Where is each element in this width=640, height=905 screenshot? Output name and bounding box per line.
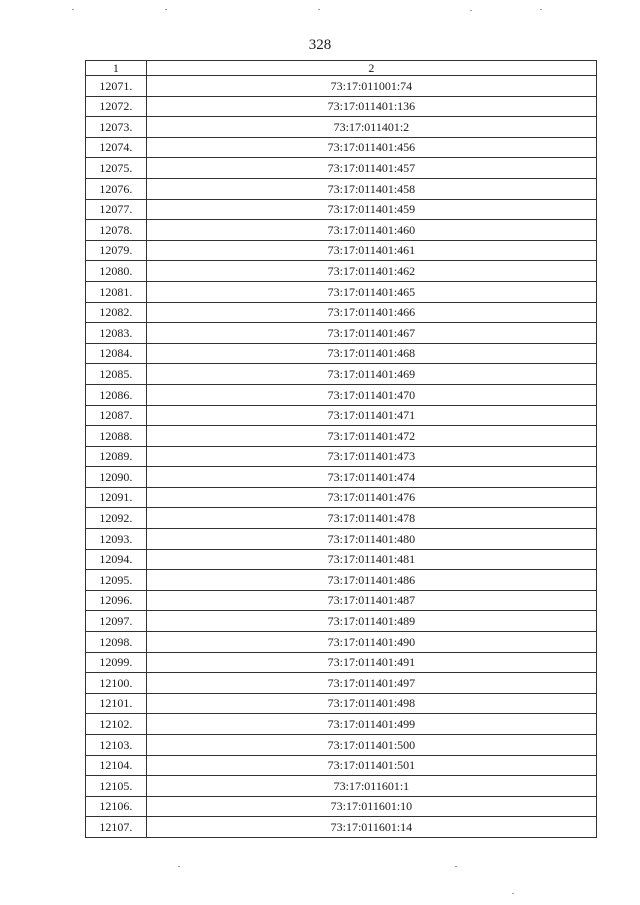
cadastral-number-cell: 73:17:011401:490 xyxy=(146,632,596,653)
row-number-cell: 12090. xyxy=(86,467,147,488)
row-number-cell: 12075. xyxy=(86,158,147,179)
table-row xyxy=(86,426,597,447)
cadastral-number-cell: 73:17:011401:467 xyxy=(146,323,596,344)
cadastral-number-cell: 73:17:011401:456 xyxy=(146,137,596,158)
row-number-cell: 12086. xyxy=(86,384,147,405)
table-row xyxy=(86,364,597,385)
table-header xyxy=(86,61,597,76)
table-row xyxy=(86,281,597,302)
row-number-cell: 12076. xyxy=(86,178,147,199)
row-number-cell: 12089. xyxy=(86,446,147,467)
table-row xyxy=(86,158,597,179)
scan-speck xyxy=(455,866,457,867)
table-row xyxy=(86,693,597,714)
table-row xyxy=(86,508,597,529)
cadastral-number-cell: 73:17:011401:461 xyxy=(146,240,596,261)
cadastral-number-cell: 73:17:011401:458 xyxy=(146,178,596,199)
table-row xyxy=(86,714,597,735)
table-body xyxy=(86,76,597,838)
scan-speck xyxy=(540,9,542,10)
table-row xyxy=(86,467,597,488)
cadastral-number-cell: 73:17:011401:486 xyxy=(146,570,596,591)
table-row xyxy=(86,487,597,508)
header-row xyxy=(86,61,597,76)
column-header-number: 1 xyxy=(86,61,147,76)
row-number-cell: 12071. xyxy=(86,76,147,97)
scan-speck xyxy=(512,893,514,894)
table-row xyxy=(86,178,597,199)
cadastral-number-cell: 73:17:011401:470 xyxy=(146,384,596,405)
table-row xyxy=(86,240,597,261)
scan-speck xyxy=(178,866,180,867)
cadastral-number-cell: 73:17:011401:481 xyxy=(146,549,596,570)
row-number-cell: 12083. xyxy=(86,323,147,344)
cadastral-number-cell: 73:17:011401:460 xyxy=(146,220,596,241)
row-number-cell: 12097. xyxy=(86,611,147,632)
cadastral-number-cell: 73:17:011401:498 xyxy=(146,693,596,714)
row-number-cell: 12105. xyxy=(86,776,147,797)
table-row xyxy=(86,796,597,817)
table-row xyxy=(86,817,597,838)
table-row xyxy=(86,590,597,611)
table-row xyxy=(86,137,597,158)
table-row xyxy=(86,755,597,776)
table-row xyxy=(86,384,597,405)
row-number-cell: 12100. xyxy=(86,673,147,694)
table-row xyxy=(86,220,597,241)
row-number-cell: 12087. xyxy=(86,405,147,426)
row-number-cell: 12077. xyxy=(86,199,147,220)
cadastral-table xyxy=(85,60,597,838)
row-number-cell: 12099. xyxy=(86,652,147,673)
table-row xyxy=(86,673,597,694)
table-row xyxy=(86,261,597,282)
table-row xyxy=(86,343,597,364)
row-number-cell: 12081. xyxy=(86,281,147,302)
cadastral-number-cell: 73:17:011401:478 xyxy=(146,508,596,529)
row-number-cell: 12103. xyxy=(86,735,147,756)
row-number-cell: 12104. xyxy=(86,755,147,776)
cadastral-number-cell: 73:17:011401:457 xyxy=(146,158,596,179)
row-number-cell: 12088. xyxy=(86,426,147,447)
table-row xyxy=(86,632,597,653)
cadastral-number-cell: 73:17:011401:474 xyxy=(146,467,596,488)
cadastral-number-cell: 73:17:011401:469 xyxy=(146,364,596,385)
cadastral-number-cell: 73:17:011401:489 xyxy=(146,611,596,632)
row-number-cell: 12073. xyxy=(86,117,147,138)
cadastral-number-cell: 73:17:011401:459 xyxy=(146,199,596,220)
row-number-cell: 12095. xyxy=(86,570,147,591)
row-number-cell: 12084. xyxy=(86,343,147,364)
row-number-cell: 12094. xyxy=(86,549,147,570)
table-row xyxy=(86,611,597,632)
row-number-cell: 12080. xyxy=(86,261,147,282)
table-row xyxy=(86,549,597,570)
cadastral-number-cell: 73:17:011601:10 xyxy=(146,796,596,817)
cadastral-number-cell: 73:17:011401:466 xyxy=(146,302,596,323)
cadastral-number-cell: 73:17:011001:74 xyxy=(146,76,596,97)
page-number: 328 xyxy=(308,37,332,53)
table-row xyxy=(86,96,597,117)
scan-speck xyxy=(72,9,74,10)
cadastral-number-cell: 73:17:011401:472 xyxy=(146,426,596,447)
cadastral-number-cell: 73:17:011601:14 xyxy=(146,817,596,838)
cadastral-number-cell: 73:17:011601:1 xyxy=(146,776,596,797)
column-header-cadastral-number: 2 xyxy=(146,61,596,76)
table-row xyxy=(86,302,597,323)
row-number-cell: 12092. xyxy=(86,508,147,529)
scan-speck xyxy=(470,10,472,11)
table-row xyxy=(86,76,597,97)
cadastral-number-cell: 73:17:011401:465 xyxy=(146,281,596,302)
row-number-cell: 12079. xyxy=(86,240,147,261)
cadastral-number-cell: 73:17:011401:497 xyxy=(146,673,596,694)
table-row xyxy=(86,652,597,673)
table-row xyxy=(86,446,597,467)
scan-speck xyxy=(165,9,167,10)
row-number-cell: 12096. xyxy=(86,590,147,611)
table-row xyxy=(86,570,597,591)
row-number-cell: 12085. xyxy=(86,364,147,385)
table-row xyxy=(86,529,597,550)
table-row xyxy=(86,199,597,220)
cadastral-number-cell: 73:17:011401:462 xyxy=(146,261,596,282)
row-number-cell: 12106. xyxy=(86,796,147,817)
scan-speck xyxy=(318,9,320,10)
table-row xyxy=(86,776,597,797)
table-row xyxy=(86,735,597,756)
row-number-cell: 12091. xyxy=(86,487,147,508)
cadastral-number-cell: 73:17:011401:2 xyxy=(146,117,596,138)
row-number-cell: 12074. xyxy=(86,137,147,158)
row-number-cell: 12098. xyxy=(86,632,147,653)
cadastral-number-cell: 73:17:011401:501 xyxy=(146,755,596,776)
row-number-cell: 12093. xyxy=(86,529,147,550)
cadastral-number-cell: 73:17:011401:480 xyxy=(146,529,596,550)
row-number-cell: 12107. xyxy=(86,817,147,838)
row-number-cell: 12072. xyxy=(86,96,147,117)
cadastral-number-cell: 73:17:011401:473 xyxy=(146,446,596,467)
table-row xyxy=(86,405,597,426)
cadastral-number-cell: 73:17:011401:476 xyxy=(146,487,596,508)
row-number-cell: 12078. xyxy=(86,220,147,241)
table-row xyxy=(86,323,597,344)
row-number-cell: 12082. xyxy=(86,302,147,323)
row-number-cell: 12101. xyxy=(86,693,147,714)
row-number-cell: 12102. xyxy=(86,714,147,735)
cadastral-number-cell: 73:17:011401:471 xyxy=(146,405,596,426)
table-row xyxy=(86,117,597,138)
cadastral-number-cell: 73:17:011401:136 xyxy=(146,96,596,117)
cadastral-number-cell: 73:17:011401:468 xyxy=(146,343,596,364)
cadastral-number-cell: 73:17:011401:487 xyxy=(146,590,596,611)
cadastral-number-cell: 73:17:011401:499 xyxy=(146,714,596,735)
cadastral-number-cell: 73:17:011401:491 xyxy=(146,652,596,673)
cadastral-number-cell: 73:17:011401:500 xyxy=(146,735,596,756)
